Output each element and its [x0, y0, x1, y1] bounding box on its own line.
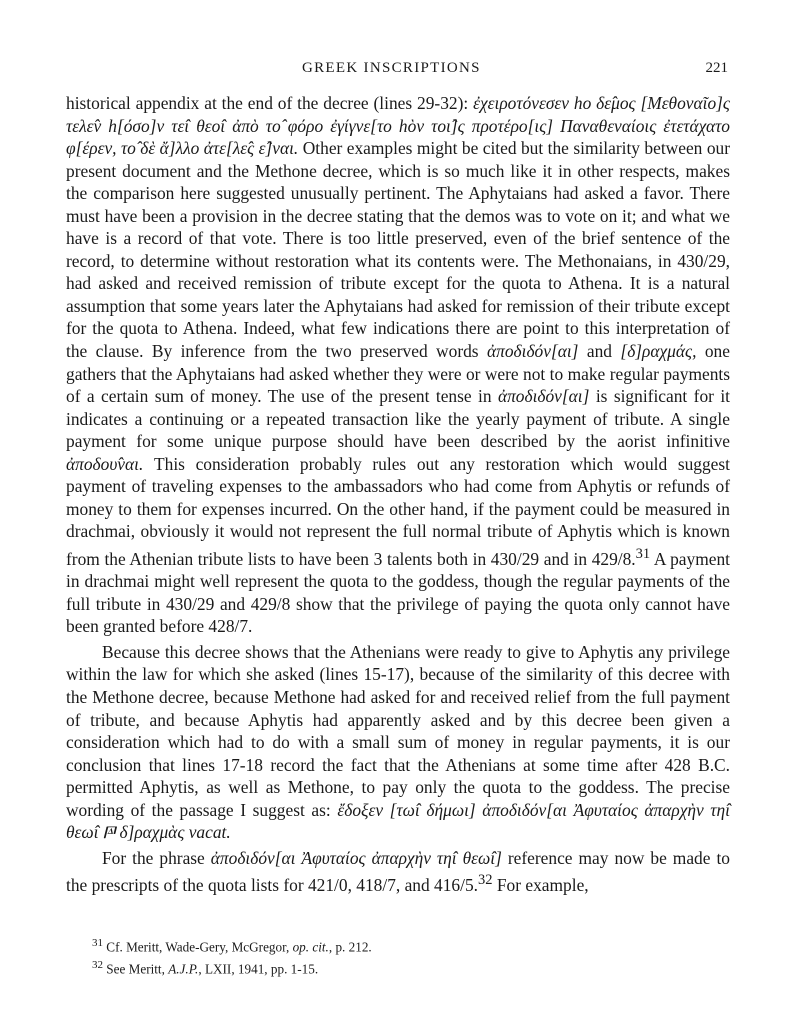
greek-quotation: ἀποδιδόν[αι Ἀφυταίος ἀπαρχὴν τη̂ι θεω̂ι] — [210, 847, 502, 868]
text-run: This consideration probably rules out any restoration which would suggest payment of traveling expenses to the ambassadors who had come from Aphytis or refunds of money to them for expenses incurred. On the other hand, if the payment could be measured in drachmai, obviously it would not represent the full normal tribute of Aphytis which is known from the Athenian tribute lists to have been 3 talents both in 430/29 and in 429/8. — [66, 453, 730, 569]
page-number: 221 — [705, 60, 728, 76]
running-title: GREEK INSCRIPTIONS — [302, 60, 481, 76]
text-run: Because this decree shows that the Athenians were ready to give to Aphytis any privilege within the law for which she asked (lines 15-17), because of the similarity of this decree with the Methone decree, because Methone had asked for and received relief from the full payment of tribute, and because Aphytis had apparently asked and by this decree been given a consideration which had to do with a small sum of money in regular payments, it is our conclusion that lines 17-18 record the fact that the Athenians at some time after 428 B.C. permitted Aphytis, as well as Methone, to pay only the quota to the goddess. The precise wording of the passage I suggest as: — [66, 641, 730, 820]
footnote-number: 31 — [92, 937, 103, 949]
text-run: For the phrase — [102, 847, 205, 868]
footnote-ref[interactable]: 32 — [478, 872, 493, 889]
paragraph — [66, 641, 730, 844]
footnotes — [92, 934, 712, 979]
running-header — [66, 60, 728, 82]
text-run: For example, — [496, 875, 589, 896]
footnote-text: , p. 212. — [328, 939, 372, 955]
greek-word: ἀποδιδόν[αι] — [497, 386, 590, 407]
text-run: A payment in drachmai might well represent the quota to the goddess, though the regular payments of the full tribute in 430/29 and 429/8 show that the privilege of paying the quota only cannot have been granted before 428/7. — [66, 548, 730, 637]
footnote-citation: op. cit. — [292, 939, 329, 955]
paragraph — [66, 847, 730, 897]
text-run: is significant for it indicates a continuing or a repeated transaction like the yearly payment of tribute. A single payment for some unique purpose should have been described by the aorist infinitive — [66, 386, 730, 452]
footnote — [92, 956, 712, 978]
text-run: Other examples might be cited but the similarity between our present document and the Methone decree, which is so much like it in other respects, makes the comparison here suggested unusually pertinent. The Aphytaians had asked a favor. There must have been a provision in the decree stating that the demos was to vote on it; and what we have is a record of that vote. There is too little preserved, even of the brief sentence of the record, to determine without restoration what its contents were. The Methonaians, in 430/29, had asked and received remission of tribute except for the quota to Athena. It is a natural assumption that some years later the Aphytaians had asked for remission of their tribute except for the quota to Athena. Indeed, what few indications there are point to this interpretation of the clause. By inference from the two preserved words — [66, 138, 730, 362]
greek-word: ἀποδου̂ναι. — [66, 453, 144, 474]
text-run: historical appendix at the end of the decree (lines 29-32): — [66, 93, 469, 113]
text-run: reference may now be made to the prescripts of the quota lists for 421/0, 418/7, and 416/5. — [66, 847, 730, 896]
greek-quotation: ἐχειροτόνεσεν hο δε̂μος [Μεθοναῖο]ς τελε̂ν h[όσο]ν τε̂ι θεο̂ι ἀπὸ το̂ φόρο ἐγίγνε[το hὸν τοι̂]ς προτέρο[ις] Παναθεναίοις ἐτετάχατο φ[έρεν, το̂ δὲ ἄ]λλο ἀτε[λε̂ς ε̂]ναι. — [66, 93, 730, 159]
footnote-text: See Meritt, — [106, 961, 165, 977]
footnote — [92, 934, 712, 956]
footnote-ref[interactable]: 31 — [635, 545, 651, 562]
text-run: one gathers that the Aphytaians had asked whether they were or were not to make regular payments of a certain sum of money. The use of the present tense in — [66, 341, 730, 407]
body-text — [66, 92, 730, 897]
paragraph-continued — [66, 92, 730, 638]
footnote-number: 32 — [92, 959, 103, 972]
greek-word: ἀποδιδόν[αι] — [487, 341, 579, 362]
greek-word: [δ]ραχμάς, — [620, 341, 697, 362]
greek-quotation: ἔδοξεν [τω̂ι δήμωι] ἀποδιδόν[αι Ἀφυταίος ἀπαρχὴν τη̂ι θεω̂ι 𐅄 δ]ραχμὰς vacat. — [66, 799, 730, 843]
footnote-text: , LXII, 1941, pp. 1-15. — [198, 961, 319, 977]
text-run: and — [586, 341, 612, 362]
footnote-citation: A.J.P. — [168, 961, 199, 977]
footnote-text: Cf. Meritt, Wade-Gery, McGregor, — [106, 939, 290, 955]
